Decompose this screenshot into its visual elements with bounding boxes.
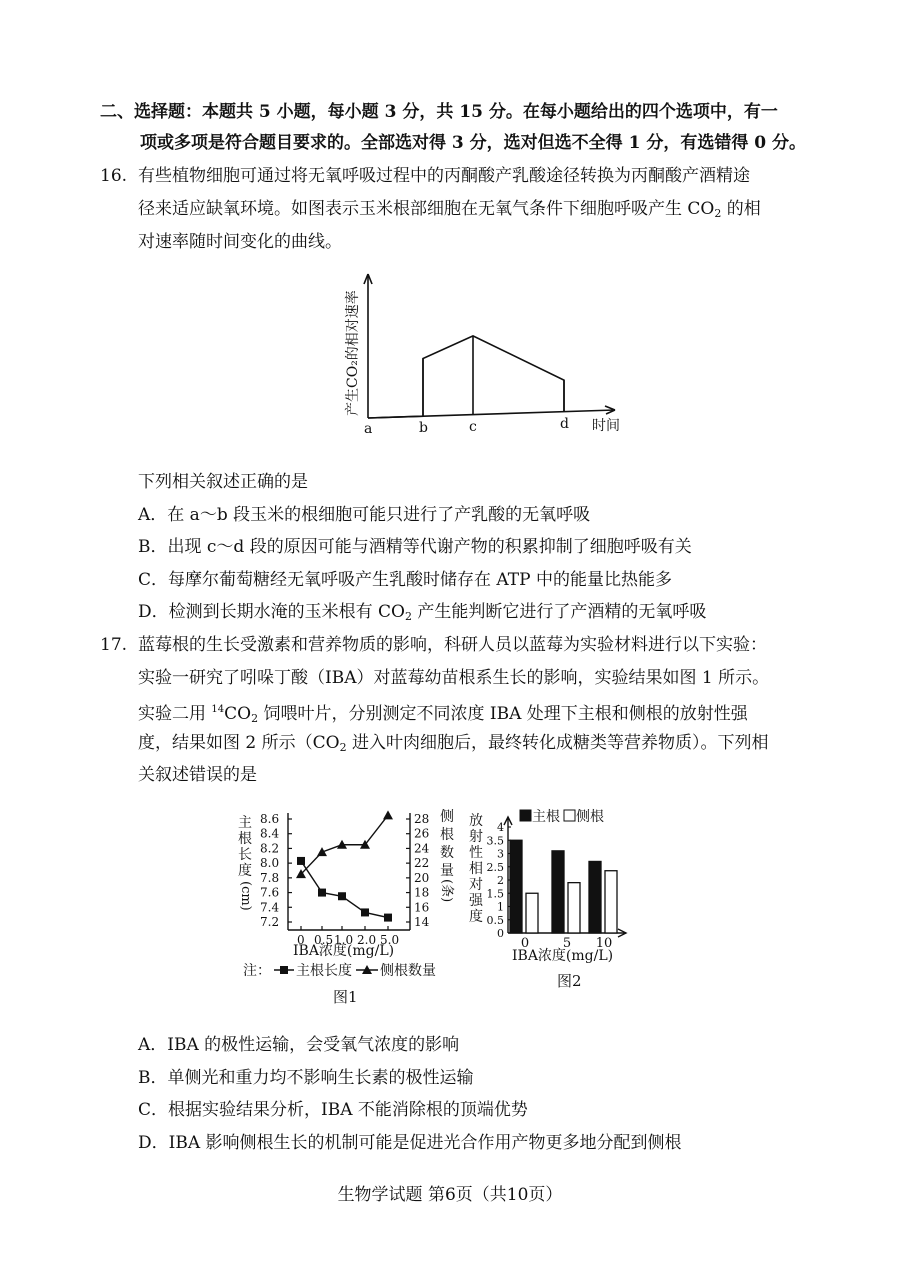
f1-note-prefix: 注： xyxy=(243,963,271,979)
f1-x-tick-label: 1.0 xyxy=(334,933,354,947)
f2-y-tick-label: 2 xyxy=(497,874,504,887)
f1-right-ylabel-unit: (条) xyxy=(439,879,454,903)
f1-series-main-root-line xyxy=(301,861,388,918)
f2-y-tick-label: 3 xyxy=(497,847,504,861)
q16-option-d-b: 产生能判断它进行了产酒精的无氧呼吸 xyxy=(411,602,707,622)
q16-stem-line2-a: 径来适应缺氧环境。如图表示玉米根部细胞在无氧气条件下细胞呼吸产生 CO xyxy=(138,199,715,219)
f1-legend-label-2: 侧根数量 xyxy=(380,963,436,979)
q17-stem-line3-b: CO xyxy=(224,704,252,724)
q16-stem-line2-sub: 2 xyxy=(714,207,722,220)
f2-ylabel-7: 度 xyxy=(469,909,483,925)
f2-y-tick-label: 0 xyxy=(497,927,504,940)
q17-stem-line5: 关叙述错误的是 xyxy=(138,765,257,785)
f1-left-ylabel-unit: (cm) xyxy=(238,881,253,911)
f2-ylabel-3: 性 xyxy=(469,845,483,861)
q17-stem-line3-a: 实验二用 xyxy=(138,704,212,724)
q16-stem-line3: 对速率随时间变化的曲线。 xyxy=(138,232,342,252)
f2-ylabel-1: 放 xyxy=(469,813,483,829)
f1-left-ylabel-3: 长 xyxy=(238,847,252,863)
f1-right-tick-label: 26 xyxy=(414,826,430,841)
f1-right-tick-label: 28 xyxy=(414,812,430,826)
q17-figure2 xyxy=(466,805,646,970)
f2-x-tick-label: 0 xyxy=(520,936,530,951)
f1-left-ylabel-4: 度 xyxy=(238,863,252,879)
q17-stem-line3-sub: 2 xyxy=(251,712,259,725)
f1-left-tick-label: 8.4 xyxy=(260,826,280,841)
f2-x-tick-label: 10 xyxy=(595,936,613,951)
f1-left-tick-label: 7.6 xyxy=(260,885,280,900)
q16-option-d-sub: 2 xyxy=(404,610,412,623)
q17-fig1-caption: 图1 xyxy=(333,988,358,1006)
q17-option-a[interactable]: A．IBA 的极性运输，会受氧气浓度的影响 xyxy=(138,1035,460,1055)
f2-y-tick-label: 4 xyxy=(497,821,504,834)
f2-y-tick-label: 0.5 xyxy=(486,913,504,927)
q16-option-b[interactable]: B．出现 c～d 段的原因可能与酒精等代谢产物的积累抑制了细胞呼吸有关 xyxy=(138,537,692,557)
f1-left-tick-label: 8.0 xyxy=(260,856,280,871)
q16-tick-b: b xyxy=(419,420,428,436)
f1-x-tick-label: 2.0 xyxy=(357,933,377,947)
q17-fig2-caption: 图2 xyxy=(557,972,582,990)
q16-tick-c: c xyxy=(469,419,477,435)
f1-left-tick-label: 7.2 xyxy=(260,915,280,929)
f2-y-tick-label: 1 xyxy=(497,900,504,914)
q17-stem-line4-sub: 2 xyxy=(339,741,347,754)
q16-option-c[interactable]: C．每摩尔葡萄糖经无氧呼吸产生乳酸时储存在 ATP 中的能量比热能多 xyxy=(138,570,672,590)
f1-left-ylabel-2: 根 xyxy=(238,831,252,847)
f2-legend-lateral-label: 侧根 xyxy=(576,809,604,825)
f1-legend-square-icon xyxy=(280,966,288,974)
q17-stem-line4 xyxy=(138,731,768,760)
f2-ylabel-4: 相 xyxy=(469,861,483,877)
f2-x-tick-label: 5 xyxy=(562,936,572,951)
q16-option-a[interactable]: A．在 a～b 段玉米的根细胞可能只进行了产乳酸的无氧呼吸 xyxy=(138,505,591,525)
q17-stem-line3-c: 饲喂叶片，分别测定不同浓度 IBA 处理下主根和侧根的放射性强 xyxy=(258,704,748,724)
f1-left-ylabel-1: 主 xyxy=(238,815,252,831)
q17-stem-line2: 实验一研究了吲哚丁酸（IBA）对蓝莓幼苗根系生长的影响，实验结果如图 1 所示。 xyxy=(138,668,770,688)
f1-point-main-root xyxy=(338,892,346,900)
f1-point-main-root xyxy=(361,908,369,916)
f1-right-ylabel-1: 侧 xyxy=(440,809,454,825)
f2-bar-lateral-root xyxy=(605,871,617,933)
f2-legend-lateral-icon xyxy=(564,810,575,821)
f1-right-tick-label: 16 xyxy=(414,900,430,915)
q17-stem-line4-a: 度，结果如图 2 所示（CO xyxy=(138,733,340,753)
f2-y-tick-label: 1.5 xyxy=(486,887,504,901)
q16-stem-line2 xyxy=(138,197,761,226)
q16-option-d-a: D．检测到长期水淹的玉米根有 CO xyxy=(138,602,405,622)
f1-right-ylabel-4: 量 xyxy=(440,863,454,879)
f2-y-tick-label: 3.5 xyxy=(486,834,504,848)
f1-right-ylabel-2: 根 xyxy=(440,827,454,843)
f2-ylabel-2: 射 xyxy=(469,829,483,845)
q17-stem-line3-sup: 14 xyxy=(211,704,225,715)
f1-left-tick-label: 8.2 xyxy=(260,841,280,856)
q16-stem-line1: 有些植物细胞可通过将无氧呼吸过程中的丙酮酸产乳酸途径转换为丙酮酸产酒精途 xyxy=(138,166,750,186)
f1-right-ylabel-3: 数 xyxy=(440,845,454,861)
f2-ylabel-5: 对 xyxy=(469,877,483,893)
f1-point-main-root xyxy=(297,857,305,865)
q17-figure1 xyxy=(238,805,468,1005)
q17-option-c[interactable]: C．根据实验结果分析，IBA 不能消除根的顶端优势 xyxy=(138,1100,528,1120)
f1-right-tick-label: 14 xyxy=(414,915,430,929)
q17-stem-line4-b: 进入叶肉细胞后，最终转化成糖类等营养物质）。下列相 xyxy=(346,733,769,753)
q16-y-label: 产生CO₂的相对速率 xyxy=(345,290,361,416)
f1-right-tick-label: 18 xyxy=(414,885,430,900)
f1-x-label: IBA浓度(mg/L) xyxy=(293,943,395,959)
f1-left-tick-label: 7.8 xyxy=(260,870,280,885)
f1-x-tick-label: 0 xyxy=(297,933,305,947)
f1-legend-label-1: 主根长度 xyxy=(296,963,352,979)
q16-stem-line2-b: 的相 xyxy=(721,199,761,219)
f1-right-tick-label: 20 xyxy=(414,870,430,885)
f2-bar-main-root xyxy=(552,851,564,933)
q16-number: 16. xyxy=(100,166,128,186)
q16-option-d[interactable] xyxy=(138,600,706,629)
f1-left-tick-label: 7.4 xyxy=(260,900,280,915)
q16-prompt: 下列相关叙述正确的是 xyxy=(138,472,308,492)
f2-bar-main-root xyxy=(510,840,522,933)
f2-bar-main-root xyxy=(589,861,601,933)
page-footer: 生物学试题 第6页（共10页） xyxy=(337,1185,563,1205)
q16-chart xyxy=(330,266,630,441)
f2-legend-main-icon xyxy=(520,810,531,821)
f2-ylabel-6: 强 xyxy=(469,893,483,909)
q17-option-d[interactable]: D．IBA 影响侧根生长的机制可能是促进光合作用产物更多地分配到侧根 xyxy=(138,1133,682,1153)
f1-point-lateral-root xyxy=(317,847,327,856)
q16-tick-d: d xyxy=(560,416,569,432)
q16-tick-a: a xyxy=(364,421,373,437)
f1-point-main-root xyxy=(384,914,392,922)
f1-x-tick-label: 0.5 xyxy=(314,933,334,947)
q17-stem-line1: 蓝莓根的生长受激素和营养物质的影响，科研人员以蓝莓为实验材料进行以下实验： xyxy=(138,635,767,655)
section-heading-line1: 二、选择题：本题共 5 小题，每小题 3 分，共 15 分。在每小题给出的四个选项中，有一 xyxy=(100,102,778,122)
f1-right-tick-label: 22 xyxy=(414,856,430,871)
q17-stem-line3 xyxy=(138,698,748,731)
f2-legend-main-label: 主根 xyxy=(532,809,560,825)
q17-number: 17. xyxy=(100,635,128,655)
f2-bar-lateral-root xyxy=(526,893,538,933)
q16-data-line xyxy=(368,336,564,418)
section-heading-line2: 项或多项是符合题目要求的。全部选对得 3 分，选对但选不全得 1 分，有选错得 0 分。 xyxy=(140,133,806,153)
f1-point-lateral-root xyxy=(383,810,393,819)
f2-bar-lateral-root xyxy=(568,883,580,933)
q16-x-label: 时间 xyxy=(592,418,620,434)
f1-right-tick-label: 24 xyxy=(414,841,430,856)
f2-x-label: IBA浓度(mg/L) xyxy=(512,948,614,964)
f1-x-tick-label: 5.0 xyxy=(380,933,400,947)
f2-y-tick-label: 2.5 xyxy=(486,860,504,874)
f1-left-tick-label: 8.6 xyxy=(260,812,280,826)
f1-point-main-root xyxy=(318,889,326,897)
q17-option-b[interactable]: B．单侧光和重力均不影响生长素的极性运输 xyxy=(138,1068,474,1088)
